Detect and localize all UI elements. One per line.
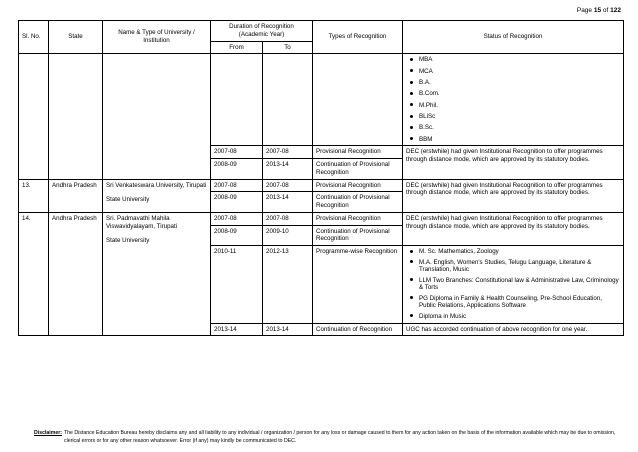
cont-sl-cell xyxy=(19,54,49,179)
type-cell: Provisional Recognition xyxy=(313,212,403,225)
status-cell: DEC (erstwhile) had given Institutional Recognition to offer programmes through distance mode, which are approved by its statutory bodies. xyxy=(403,179,624,212)
list-item: MBA xyxy=(406,56,620,64)
list-item: LLM Two Branches: Constitutional law & Administrative Law, Criminology & Torts xyxy=(406,277,620,293)
to-cell: 2007-08 xyxy=(263,179,313,192)
university-cell xyxy=(103,179,211,212)
to-cell: 2012-13 xyxy=(263,246,313,323)
list-item: B.Com. xyxy=(406,90,620,98)
sl-cell: 14. xyxy=(19,212,49,335)
to-cell: 2013-14 xyxy=(263,159,313,180)
state-cell: Andhra Pradesh xyxy=(49,179,103,212)
list-item: M.A. English, Women's Studies, Telugu Language, Literature & Translation, Music xyxy=(406,259,620,275)
type-cell: Provisional Recognition xyxy=(313,146,403,159)
type-cell: Continuation of Provisional Recognition xyxy=(313,225,403,246)
programme-list-cell xyxy=(403,246,624,323)
to-cell: 2013-14 xyxy=(263,192,313,213)
disclaimer-label: Disclaimer: xyxy=(34,430,62,436)
recognition-table xyxy=(18,20,624,336)
list-item: MCA xyxy=(406,68,620,76)
list-item: B.Sc. xyxy=(406,124,620,132)
status-cell: DEC (erstwhile) had given Institutional Recognition to offer programmes through distance mode, which are approved by its statutory bodies. xyxy=(403,212,624,245)
from-cell: 2007-08 xyxy=(211,212,263,225)
from-cell: 2013-14 xyxy=(211,323,263,336)
programme-list xyxy=(406,248,620,320)
state-cell: Andhra Pradesh xyxy=(49,212,103,335)
header-to: To xyxy=(263,41,313,54)
header-row xyxy=(19,21,624,42)
type-cell: Continuation of Recognition xyxy=(313,323,403,336)
from-cell: 2008-09 xyxy=(211,225,263,246)
list-item: B.A. xyxy=(406,79,620,87)
table-row xyxy=(19,179,624,192)
table-row xyxy=(19,212,624,225)
from-cell: 2007-08 xyxy=(211,179,263,192)
university-name: Sri. Padmavathi Mahila Viswavidyalayam, Tirupati xyxy=(106,214,178,230)
list-item: M.Phil. xyxy=(406,102,620,110)
course-list-cell xyxy=(403,54,624,146)
to-cell: 2007-08 xyxy=(263,212,313,225)
status-cell: UGC has accorded continuation of above recognition for one year. xyxy=(403,323,624,336)
course-list xyxy=(406,56,620,143)
list-item: BBM xyxy=(406,136,620,144)
to-cell: 2013-14 xyxy=(263,323,313,336)
type-cell: Provisional Recognition xyxy=(313,179,403,192)
table-row xyxy=(19,54,624,146)
type-cell: Continuation of Provisional Recognition xyxy=(313,192,403,213)
to-cell: 2009-10 xyxy=(263,225,313,246)
list-item: PG Diploma in Family & Health Counseling, Pre-School Education, Public Relations, Applications Software xyxy=(406,295,620,311)
list-item: M. Sc. Mathematics, Zoology xyxy=(406,248,620,256)
status-cell: DEC (erstwhile) had given Institutional Recognition to offer programmes through distance mode, which are approved by its statutory bodies. xyxy=(403,146,624,179)
from-cell: 2008-09 xyxy=(211,192,263,213)
type-cell: Continuation of Provisional Recognition xyxy=(313,159,403,180)
university-type: State University xyxy=(106,196,150,204)
university-type: State University xyxy=(106,237,150,245)
type-cell: Programme-wise Recognition xyxy=(313,246,403,323)
header-sl-no: Sl. No. xyxy=(19,21,49,54)
from-cell: 2010-11 xyxy=(211,246,263,323)
header-from: From xyxy=(211,41,263,54)
header-types: Types of Recognition xyxy=(313,21,403,54)
header-status: Status of Recognition xyxy=(403,21,624,54)
header-name-type: Name & Type of University / Institution xyxy=(103,21,211,54)
disclaimer xyxy=(34,430,624,446)
university-cell xyxy=(103,212,211,335)
list-item: BLiSc xyxy=(406,113,620,121)
list-item: Diploma in Music xyxy=(406,313,620,321)
header-state: State xyxy=(49,21,103,54)
university-name: Sri Venkateswara University, Tirupati xyxy=(106,181,207,189)
from-cell: 2008-09 xyxy=(211,159,263,180)
from-cell: 2007-08 xyxy=(211,146,263,159)
to-cell: 2007-08 xyxy=(263,146,313,159)
cont-state-cell xyxy=(49,54,103,179)
disclaimer-text: The Distance Education Bureau hereby disclaims any and all liability to any individual / organization / person for any loss or damage caused to them for any action taken on the basis of the information available which may be due to omission, clerical errors or for any other reason whatsoever. Error (if any) may kindly be communicated to DEC. xyxy=(64,430,616,444)
sl-cell: 13. xyxy=(19,179,49,212)
cont-name-cell xyxy=(103,54,211,179)
page-number: Page 15 of 122 xyxy=(576,7,621,14)
header-duration: Duration of Recognition (Academic Year) xyxy=(211,21,313,42)
